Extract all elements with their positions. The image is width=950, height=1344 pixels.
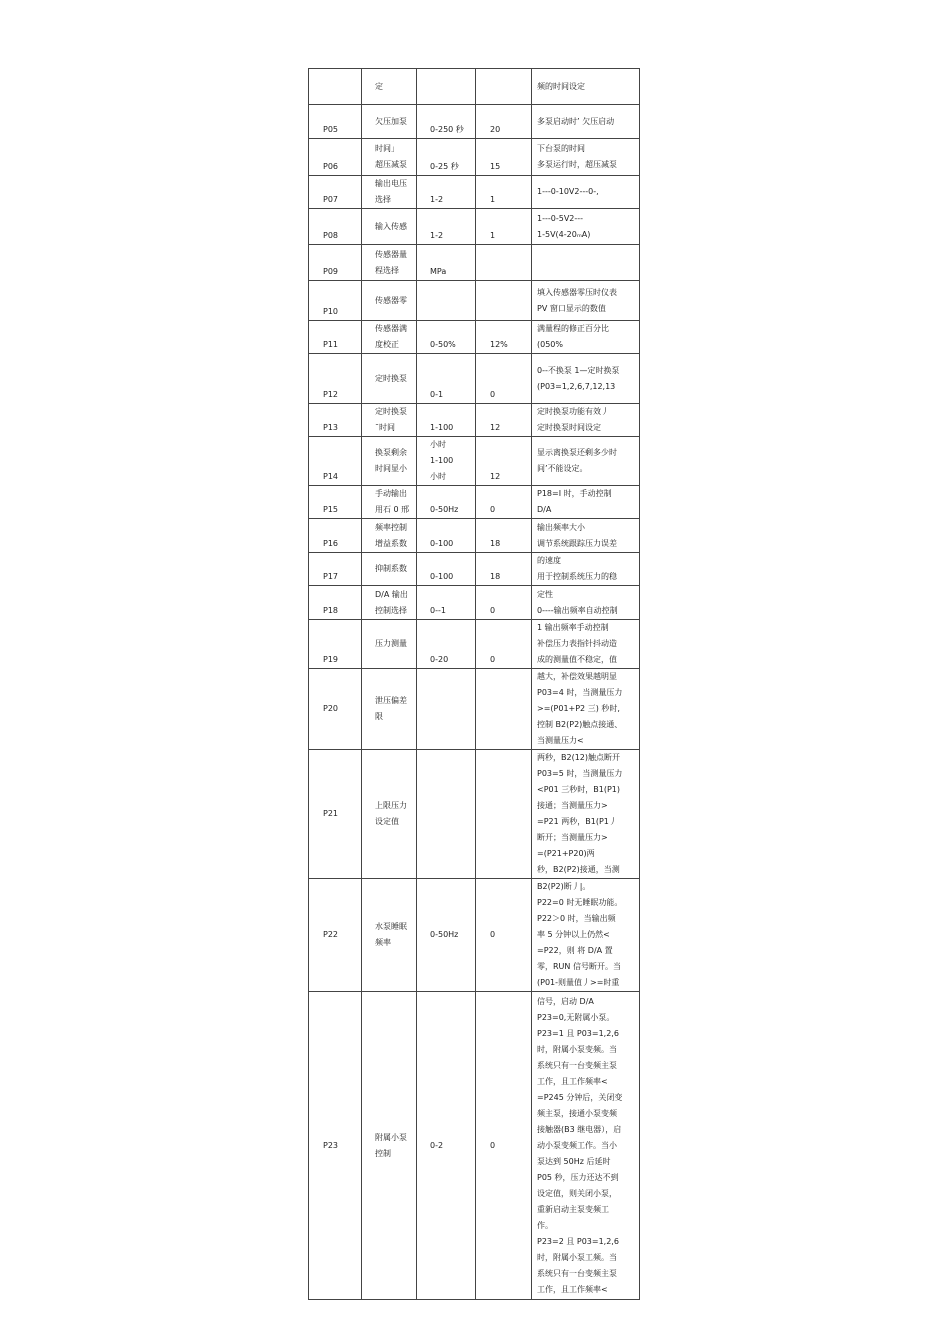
param-default: 0 — [476, 354, 532, 404]
param-name — [362, 176, 417, 209]
param-description — [532, 519, 640, 553]
param-description-line: 0--不换泵 1—定时换泵 — [537, 365, 620, 375]
param-range-line: 1-100 — [430, 423, 454, 432]
param-default: 18 — [476, 519, 532, 553]
param-description — [532, 553, 640, 586]
param-name-line: 定时换泵 — [375, 373, 407, 383]
param-name-line: 定时换泵 — [375, 407, 407, 416]
param-range — [417, 879, 476, 992]
table-row — [309, 69, 640, 105]
param-code — [309, 69, 362, 105]
param-range-line: 0-100 — [430, 572, 454, 581]
param-description-line: P05 秒，压力还达不到 — [537, 1172, 619, 1182]
param-description — [532, 586, 640, 620]
param-description — [532, 245, 640, 281]
param-name-line: 输出电压 — [375, 179, 407, 188]
param-name — [362, 553, 417, 586]
param-range-line: 0-25 秒 — [430, 162, 459, 171]
param-description-line: D/A — [537, 505, 552, 514]
param-description-line: 时，附属小泵变频。当 — [537, 1044, 617, 1054]
param-description — [532, 354, 640, 404]
param-range — [417, 586, 476, 620]
param-code: P20 — [309, 669, 362, 750]
param-default — [476, 69, 532, 105]
param-name — [362, 486, 417, 519]
param-code: P08 — [309, 209, 362, 245]
param-description-line: P22=0 时无睡眠功能。 — [537, 898, 623, 907]
param-description-line: 输出频率大小 — [537, 522, 585, 532]
param-description-line: 越大，补偿效果越明显 — [537, 672, 617, 681]
param-name — [362, 209, 417, 245]
param-code: P12 — [309, 354, 362, 404]
param-name — [362, 245, 417, 281]
param-name-line: ¯时间 — [375, 423, 395, 432]
param-name-line: 限 — [375, 712, 383, 721]
param-name-line: 设定值 — [375, 817, 399, 826]
param-code: P21 — [309, 750, 362, 879]
param-description — [532, 404, 640, 437]
table-row — [309, 750, 640, 879]
param-description-line: =P245 分钟后，关闭变 — [537, 1092, 623, 1102]
param-range — [417, 992, 476, 1300]
param-default — [476, 750, 532, 879]
param-default: 18 — [476, 553, 532, 586]
param-code: P06 — [309, 139, 362, 176]
param-range-line: 1-2 — [430, 195, 444, 204]
param-name — [362, 139, 417, 176]
param-range-line: 小时 — [430, 472, 446, 481]
param-description-line: 下台泵的时间 — [537, 144, 585, 153]
param-name-line: 欠压加泵 — [375, 116, 407, 126]
param-default: 12 — [476, 437, 532, 486]
param-range — [417, 176, 476, 209]
param-code: P13 — [309, 404, 362, 437]
param-code: P17 — [309, 553, 362, 586]
param-name-line: 用石 0 邢 — [375, 505, 410, 514]
param-default — [476, 245, 532, 281]
param-name-line: 频率 — [375, 938, 391, 947]
param-description-line: (P03=1,2,6,7,12,13 — [537, 381, 616, 391]
param-description-line: P23=1 且 P03=1,2,6 — [537, 1028, 619, 1038]
param-name-line: 控制选择 — [375, 605, 407, 615]
param-range — [417, 437, 476, 486]
param-name — [362, 281, 417, 321]
param-description — [532, 69, 640, 105]
param-range-line: 0-50Hz — [430, 505, 459, 514]
param-range-line: 0-100 — [430, 539, 454, 548]
param-range-line: 0-50% — [430, 340, 456, 349]
param-description-line: 1---0-5V2--- — [537, 213, 584, 223]
param-description-line: (P01-则量值丿>=时重 — [537, 978, 620, 987]
param-description-line: 满量程的修正百分比 — [537, 324, 609, 333]
param-code: P09 — [309, 245, 362, 281]
param-description-line: P18=I 时，手动控制 — [537, 489, 612, 498]
param-range-line: 0--1 — [430, 606, 446, 615]
param-name-line: 传感器满 — [375, 324, 407, 333]
param-description-line: 用于控制系统压力的稳 — [537, 572, 617, 581]
param-name-line: 时间」 — [375, 144, 399, 153]
param-range — [417, 750, 476, 879]
param-description-line: P23=0,无附属小泵。 — [537, 1012, 615, 1022]
param-description-line: P03=4 时，当测量压力 — [537, 688, 623, 697]
param-code: P10 — [309, 281, 362, 321]
param-description — [532, 105, 640, 139]
param-name-line: 输入传感 — [375, 221, 407, 231]
param-description-line: 定性 — [537, 589, 553, 599]
param-name-line: 增益系数 — [375, 538, 407, 548]
param-range — [417, 669, 476, 750]
param-name-line: 抑制系数 — [375, 564, 407, 573]
param-description — [532, 992, 640, 1300]
param-code: P14 — [309, 437, 362, 486]
param-name-line: 定 — [375, 81, 383, 91]
param-default: 0 — [476, 879, 532, 992]
param-description-line: 系统只有一台变频主泵 — [537, 1268, 617, 1278]
param-name-line: 压力测量 — [375, 639, 407, 648]
param-default: 1 — [476, 209, 532, 245]
param-range-line: 0-50Hz — [430, 930, 459, 939]
param-description-line: 率 5 分钟以上仍然< — [537, 930, 610, 939]
param-description-line: =P22，则 将 D/A 置 — [537, 946, 613, 955]
param-description-line: <P01 三秒时，B1(P1) — [537, 785, 620, 794]
param-description — [532, 321, 640, 354]
param-name — [362, 586, 417, 620]
table-row — [309, 992, 640, 1300]
param-name-line: 选择 — [375, 195, 391, 204]
param-name-line: 超压减泵 — [375, 160, 407, 169]
param-description-line: 成的测量值不稳定，值 — [537, 655, 617, 664]
param-description-line: 当测量压力< — [537, 736, 584, 745]
table-row — [309, 669, 640, 750]
param-description-line: 的速度 — [537, 556, 561, 565]
table-row — [309, 553, 640, 586]
param-description-line: 频主泵，接通小泵变频 — [537, 1108, 617, 1118]
param-description-line: (050% — [537, 340, 563, 349]
param-default: 15 — [476, 139, 532, 176]
param-name — [362, 992, 417, 1300]
param-description-line: 补偿压力表指针抖动造 — [537, 639, 617, 648]
param-description-line: 重新启动主泵变频工 — [537, 1204, 609, 1214]
param-description-line: B2(P2)断丿|。 — [537, 882, 591, 891]
param-name-line: 度校正 — [375, 340, 399, 349]
param-code: P23 — [309, 992, 362, 1300]
param-description-line: P23=2 且 P03=1,2,6 — [537, 1236, 619, 1246]
param-name-line: 程选择 — [375, 265, 399, 275]
parameter-table — [308, 68, 640, 1300]
param-description-line: 显示离换泵还剩多少时 — [537, 448, 617, 457]
param-default: 0 — [476, 586, 532, 620]
param-name — [362, 354, 417, 404]
param-description-line: 多泵运行时，超压减泵 — [537, 160, 617, 169]
param-description-line: 工作，且工作频率< — [537, 1284, 608, 1294]
param-name-line: 传感器量 — [375, 249, 407, 259]
param-description-line: 频的时间设定 — [537, 81, 585, 91]
parameter-table-body — [309, 69, 640, 1300]
param-description-line: 间’不能设定。 — [537, 464, 588, 473]
param-description-line: 系统只有一台变频主泵 — [537, 1060, 617, 1070]
param-code: P05 — [309, 105, 362, 139]
param-name — [362, 69, 417, 105]
param-name-line: 传感器零 — [375, 295, 407, 305]
param-description-line: 时，附属小泵工频。当 — [537, 1252, 617, 1262]
param-range-line: 小时 — [430, 440, 446, 449]
param-range-line: 1-100 — [430, 456, 454, 465]
param-name — [362, 879, 417, 992]
param-code: P19 — [309, 620, 362, 669]
param-description-line: 1-5V(4-20ₘA) — [537, 229, 591, 239]
param-range — [417, 519, 476, 553]
param-description-line: 定时换泵功能有效丿 — [537, 407, 609, 416]
param-description — [532, 209, 640, 245]
param-range-line: 0-20 — [430, 655, 449, 664]
param-name-line: 上限压力 — [375, 801, 407, 810]
param-code: P18 — [309, 586, 362, 620]
param-description-line: =(P21+P20)两 — [537, 849, 595, 858]
param-range-line: 0-250 秒 — [430, 125, 464, 134]
param-name — [362, 669, 417, 750]
param-description-line: 设定值，则关闭小泵， — [537, 1188, 617, 1198]
param-description — [532, 139, 640, 176]
param-description — [532, 437, 640, 486]
param-range — [417, 245, 476, 281]
param-description — [532, 879, 640, 992]
param-code: P11 — [309, 321, 362, 354]
table-row — [309, 139, 640, 176]
param-description-line: >=(P01+P2 三) 秒时, — [537, 704, 620, 713]
param-default: 12% — [476, 321, 532, 354]
table-row — [309, 105, 640, 139]
param-description-line: 信号，启动 D/A — [537, 996, 594, 1006]
param-code: P22 — [309, 879, 362, 992]
param-range — [417, 553, 476, 586]
table-row — [309, 879, 640, 992]
table-row — [309, 209, 640, 245]
param-description-line: 泵达到 50Hz 后延时 — [537, 1156, 611, 1166]
param-code: P15 — [309, 486, 362, 519]
param-description-line: 1 输出频率手动控制 — [537, 623, 609, 632]
param-name — [362, 750, 417, 879]
table-row — [309, 437, 640, 486]
param-name — [362, 105, 417, 139]
param-name-line: 时间显小 — [375, 464, 407, 473]
param-description-line: =P21 两秒，B1(P1丿 — [537, 817, 617, 826]
param-default: 20 — [476, 105, 532, 139]
param-default: 0 — [476, 620, 532, 669]
param-range-line: 0-2 — [430, 1140, 444, 1150]
param-default: 0 — [476, 486, 532, 519]
param-name-line: 换泵剩余 — [375, 448, 407, 457]
table-row — [309, 321, 640, 354]
param-default: 12 — [476, 404, 532, 437]
param-name-line: 泄压偏差 — [375, 696, 407, 705]
param-description-line: 两秒，B2(12)触点断开 — [537, 753, 620, 762]
param-name-line: 手动输出 — [375, 489, 407, 498]
param-description-line: 断开；当测量压力> — [537, 833, 608, 842]
param-description-line: 接触器(B3 继电器），启 — [537, 1124, 622, 1134]
param-name — [362, 404, 417, 437]
param-name — [362, 437, 417, 486]
param-default — [476, 669, 532, 750]
param-range — [417, 354, 476, 404]
param-range-line: 0-1 — [430, 390, 444, 399]
param-description-line: P03=5 时，当测量压力 — [537, 769, 623, 778]
param-range — [417, 139, 476, 176]
param-range — [417, 321, 476, 354]
param-description — [532, 620, 640, 669]
table-row — [309, 354, 640, 404]
param-range — [417, 209, 476, 245]
param-description-line: 接通；当测量压力> — [537, 801, 608, 810]
param-range-line: MPa — [430, 267, 447, 276]
param-range-line: 1-2 — [430, 231, 444, 240]
param-name — [362, 321, 417, 354]
param-description-line: 1---0-10V2---0-, — [537, 187, 599, 196]
param-name-line: 频率控制 — [375, 522, 407, 532]
param-description-line: PV 窗口显示的数值 — [537, 303, 606, 313]
table-row — [309, 620, 640, 669]
param-description-line: 调节系统跟踪压力误差 — [537, 538, 617, 548]
param-description-line: P22＞0 时，当输出频 — [537, 914, 616, 923]
param-description — [532, 669, 640, 750]
param-code: P07 — [309, 176, 362, 209]
param-description — [532, 750, 640, 879]
table-row — [309, 519, 640, 553]
param-default — [476, 281, 532, 321]
param-default: 0 — [476, 992, 532, 1300]
param-name — [362, 620, 417, 669]
param-code: P16 — [309, 519, 362, 553]
param-range — [417, 69, 476, 105]
param-name-line: 控制 — [375, 1148, 391, 1158]
param-name — [362, 519, 417, 553]
param-description-line: 工作，且工作频率< — [537, 1076, 608, 1086]
param-description-line: 多泵启动时’ 欠压启动 — [537, 116, 615, 126]
table-row — [309, 486, 640, 519]
param-range — [417, 404, 476, 437]
param-description-line: 定时换泵时间设定 — [537, 423, 601, 432]
param-name-line: 附属小泵 — [375, 1132, 407, 1142]
param-default: 1 — [476, 176, 532, 209]
param-description — [532, 281, 640, 321]
param-description — [532, 176, 640, 209]
param-description-line: 填入传感器零压时仪表 — [537, 287, 617, 297]
param-description-line: 秒，B2(P2)接通，当测 — [537, 865, 620, 874]
table-row — [309, 404, 640, 437]
param-description-line: 零，RUN 信号断开。当 — [537, 962, 621, 971]
param-range — [417, 620, 476, 669]
param-description-line: 作。 — [537, 1220, 553, 1230]
param-range — [417, 281, 476, 321]
param-description — [532, 486, 640, 519]
param-description-line: 0----输出频率自动控制 — [537, 605, 618, 615]
table-row — [309, 586, 640, 620]
param-name-line: 水泵睡眠 — [375, 922, 407, 931]
param-description-line: 动小泵变频工作。当小 — [537, 1140, 617, 1150]
param-name-line: D/A 输出 — [375, 589, 408, 599]
table-row — [309, 281, 640, 321]
param-range — [417, 486, 476, 519]
param-description-line: 控制 B2(P2)触点接通、 — [537, 720, 623, 729]
table-row — [309, 245, 640, 281]
table-row — [309, 176, 640, 209]
param-range — [417, 105, 476, 139]
